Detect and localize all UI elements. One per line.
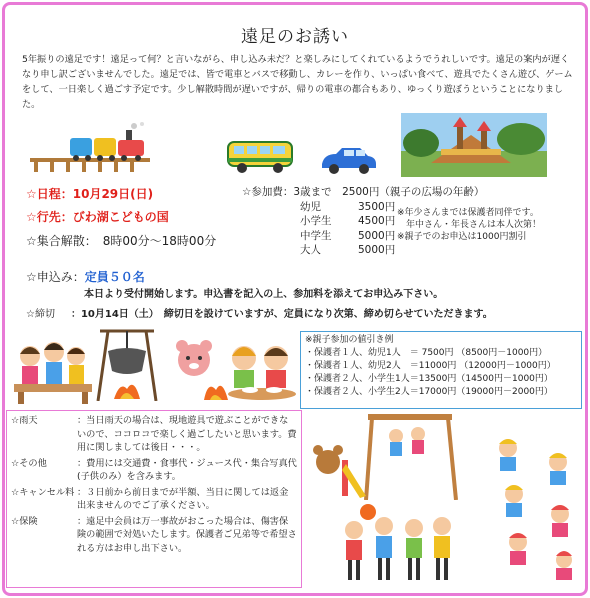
playground-photo <box>401 113 547 177</box>
discount-item: ・保護者１人、幼児1人 ＝ 7500円 （8500円－1000円） <box>305 348 548 358</box>
fee-note: ※年少さんまでは保護者同伴です。 <box>397 208 539 218</box>
capacity-text: 定員５０名 <box>84 270 145 284</box>
children-eating-illustration <box>226 338 298 402</box>
fee-notes <box>397 207 587 243</box>
deadline-line: ☆締切 ：10月14日（土） 締切日を設けていますが、定員になり次第、締め切らせていただきます。 <box>26 309 493 320</box>
application-line: ☆申込み：定員５０名 <box>26 270 145 284</box>
discount-item: ・保護者１人、幼児2人 ＝11000円 （12000円－1000円） <box>305 361 556 371</box>
fee-row: 小学生 4500円 <box>300 215 396 227</box>
info-row: ☆保険 ：遠足中会員は万一事故がおこった場合は、傷害保険の範囲で対処いたします。保護者ご兄弟等で希望される方はお申し出下さい。 <box>11 515 297 554</box>
intro-text: 5年振りの遠足です！遠足って何？と言いながら、申し込み未だ？と楽しみにしてくれているようでうれしいです。遠足の案内が遅くなり申し訳ございませんでした。遠足では、皆で電車とバスで移動し、カレーを作り、いっぱい食べて、遊具でたくさん遊び、ゲームをして、一日楽しく過ごす予定です。少し解散時間が遅いですが、帰りの電車の都合もあり、ゆっくり遊ぼうということになりました。 <box>22 54 573 110</box>
fee-note: 年中さん・年長さんは本人次第！ <box>397 220 542 230</box>
playground-illustration <box>306 410 486 500</box>
time-line: ☆集合解散： 8時00分～18時00分 <box>26 234 217 248</box>
info-row: ☆その他 ：費用には交通費・食事代・ジュース代・集合写真代(子供のみ）を含みます。 <box>11 457 297 482</box>
info-row: ☆雨天 ：当日雨天の場合は、現地遊具で遊ぶことができないので、ココロコで楽しく過ごしたいと思います。費用に関しましては後日・・・。 <box>11 415 297 453</box>
discount-heading: ※親子参加の値引き例 <box>305 335 394 345</box>
relay-race-illustration <box>484 432 584 582</box>
info-box <box>6 410 302 588</box>
application-text: 本日より受付開始します。申込書を記入の上、参加料を添えてお申込み下さい。 <box>84 289 444 300</box>
fee-note: ※親子でのお申込は1000円割引 <box>397 232 527 242</box>
fee-row: 大人 5000円 <box>300 244 396 256</box>
fee-row: 中学生 5000円 <box>300 229 396 242</box>
cooking-children-illustration <box>14 338 92 404</box>
discount-item: ・保護者２人、小学生2人＝17000円（19000円－2000円） <box>305 387 553 397</box>
children-playing-illustration <box>338 500 458 588</box>
info-row: ☆キャンセル料 ：３日前から前日までが半額、当日に関しては返金出来ませんのでご了承ください。 <box>11 486 289 511</box>
train-illustration <box>30 122 150 174</box>
date-line: ☆日程：10月29日(日) <box>26 187 154 201</box>
deadline-text: ：10月14日（土） 締切日を設けていますが、定員になり次第、締め切らせていただきます。 <box>70 309 493 320</box>
discount-item: ・保護者２人、小学生1人＝13500円（14500円－1000円） <box>305 374 553 384</box>
bear-campfire-illustration <box>168 338 230 400</box>
fee-row: 幼児 3500円 <box>300 200 396 213</box>
bus-illustration <box>226 138 296 174</box>
car-illustration <box>318 144 378 174</box>
discount-box <box>300 331 582 409</box>
campfire-pot-illustration <box>94 325 160 401</box>
place-line: ☆行先：びわ湖こどもの国 <box>26 210 169 224</box>
page-title: 遠足のお誘い <box>241 27 349 47</box>
fee-heading: ☆参加費：3歳まで 2500円（親子の広場の年齢） <box>242 186 485 198</box>
